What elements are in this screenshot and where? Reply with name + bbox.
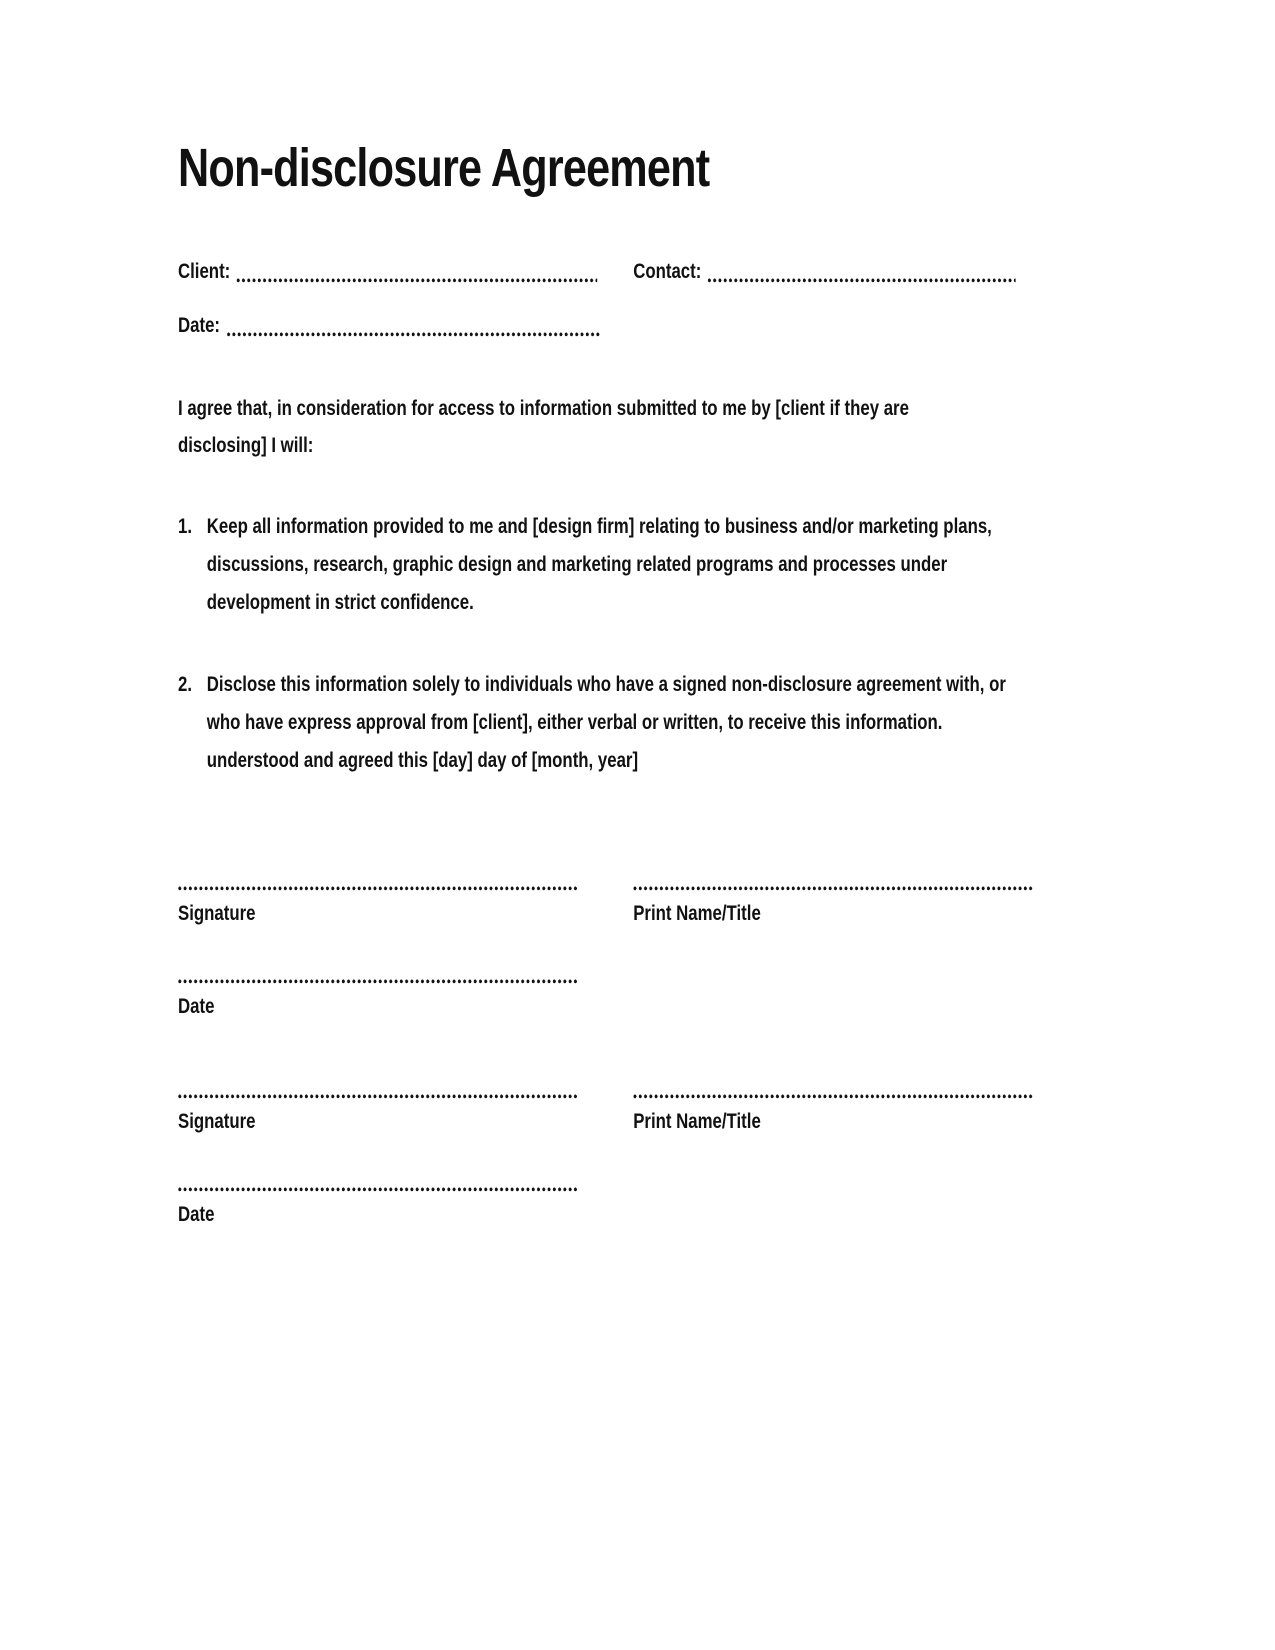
date-sign-row bbox=[178, 979, 1033, 1020]
intro-paragraph: I agree that, in consideration for access to information submitted to me by [client if they are disclosing] I will: bbox=[178, 397, 909, 457]
clause-number-2: 2. bbox=[178, 673, 193, 696]
contact-field bbox=[633, 258, 1015, 286]
signature-print-row bbox=[178, 1094, 1033, 1135]
signature-column bbox=[178, 1094, 578, 1135]
clause-number-1: 1. bbox=[178, 515, 193, 538]
clause-item-2 bbox=[178, 666, 1033, 780]
date-line bbox=[178, 1187, 578, 1192]
signature-print-row bbox=[178, 886, 1033, 927]
signature-label: Signature bbox=[178, 1110, 256, 1133]
signature-line bbox=[178, 1094, 578, 1099]
print-name-label: Print Name/Title bbox=[633, 1110, 761, 1133]
date-column bbox=[178, 1187, 578, 1228]
date-row bbox=[178, 286, 1033, 340]
clause-text-1: Keep all information provided to me and [design firm] relating to business and/or marketing plans, discussions, research, graphic design and marketing related programs and processes under development in strict confidence. bbox=[206, 515, 992, 614]
page-title: Non-disclosure Agreement bbox=[178, 138, 710, 198]
client-dotted-line bbox=[237, 278, 598, 283]
signature-block-2 bbox=[178, 1094, 1033, 1228]
date-field bbox=[178, 312, 600, 340]
clause-list bbox=[178, 508, 1033, 780]
print-name-column bbox=[633, 1094, 1033, 1135]
clause-item-1 bbox=[178, 508, 1033, 622]
contact-dotted-line bbox=[708, 278, 1016, 283]
client-label: Client: bbox=[178, 260, 231, 283]
date-sign-row bbox=[178, 1187, 1033, 1228]
print-name-label: Print Name/Title bbox=[633, 902, 761, 925]
print-name-line bbox=[633, 886, 1033, 891]
signature-section bbox=[178, 886, 1033, 1228]
signature-line bbox=[178, 886, 578, 891]
date-column bbox=[178, 979, 578, 1020]
client-field bbox=[178, 258, 597, 286]
print-name-line bbox=[633, 1094, 1033, 1099]
signature-column bbox=[178, 886, 578, 927]
date-label: Date: bbox=[178, 314, 221, 337]
date-sign-label: Date bbox=[178, 1203, 215, 1226]
signature-block-1 bbox=[178, 886, 1033, 1020]
clause-text-2: Disclose this information solely to individuals who have a signed non-disclosure agreement with, or who have express approval from [client], either verbal or written, to receive this information. understood and agreed this [day] day of [month, year] bbox=[206, 673, 1006, 772]
signature-label: Signature bbox=[178, 902, 256, 925]
client-contact-row bbox=[178, 258, 1033, 286]
contact-label: Contact: bbox=[633, 260, 702, 283]
print-name-column bbox=[633, 886, 1033, 927]
date-line bbox=[178, 979, 578, 984]
date-sign-label: Date bbox=[178, 995, 215, 1018]
document-content bbox=[178, 0, 1033, 1228]
date-dotted-line bbox=[226, 332, 600, 337]
